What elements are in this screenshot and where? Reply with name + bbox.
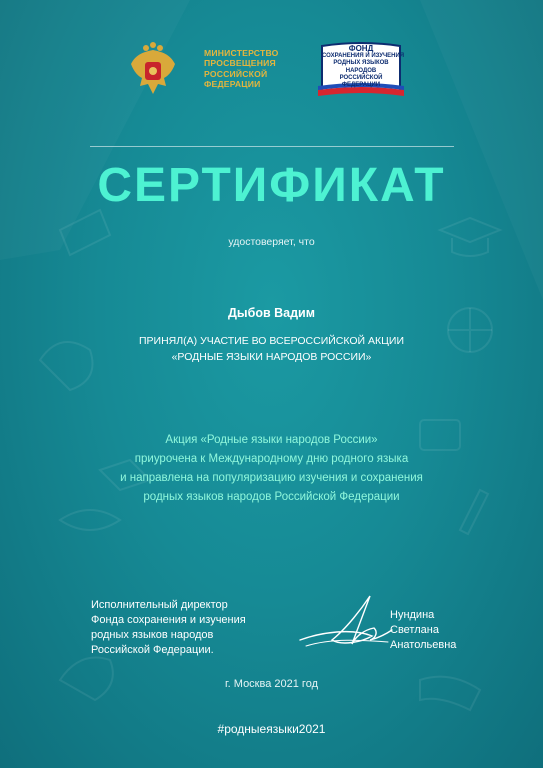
recipient-name: Дыбов Вадим: [228, 306, 315, 320]
header-divider: [90, 146, 454, 147]
participation-text: ПРИНЯЛ(А) УЧАСТИЕ ВО ВСЕРОССИЙСКОЙ АКЦИИ «РОДНЫЕ ЯЗЫКИ НАРОДОВ РОССИИ»: [139, 335, 404, 363]
city-year: г. Москва 2021 год: [225, 678, 318, 690]
certificate-title: СЕРТИФИКАТ: [97, 159, 446, 212]
certifies-text: удостоверяет, что: [228, 236, 315, 248]
signer-position: Исполнительный директор Фонда сохранения и изучения родных языков народов Российской Федерации.: [91, 599, 246, 656]
header: [0, 40, 543, 110]
hashtag: #родныеязыки2021: [217, 722, 326, 736]
double-headed-eagle-emblem-icon: [128, 42, 178, 100]
ministry-name: МИНИСТЕРСТВО ПРОСВЕЩЕНИЯ РОССИЙСКОЙ ФЕДЕРАЦИИ: [204, 48, 279, 90]
fund-name: ФОНД СОХРАНЕНИЯ И ИЗУЧЕНИЯ РОДНЫХ ЯЗЫКОВ НАРОДОВ РОССИЙСКОЙ ФЕДЕРАЦИИ: [322, 44, 405, 89]
signer-name: Нундина Светлана Анатольевна: [390, 609, 457, 651]
action-description: Акция «Родные языки народов России» приурочена к Международному дню родного языка и направлена на популяризацию изучения и сохранения родных языков народов Российской Федерации: [120, 434, 423, 503]
handwritten-signature-icon: [292, 588, 398, 658]
